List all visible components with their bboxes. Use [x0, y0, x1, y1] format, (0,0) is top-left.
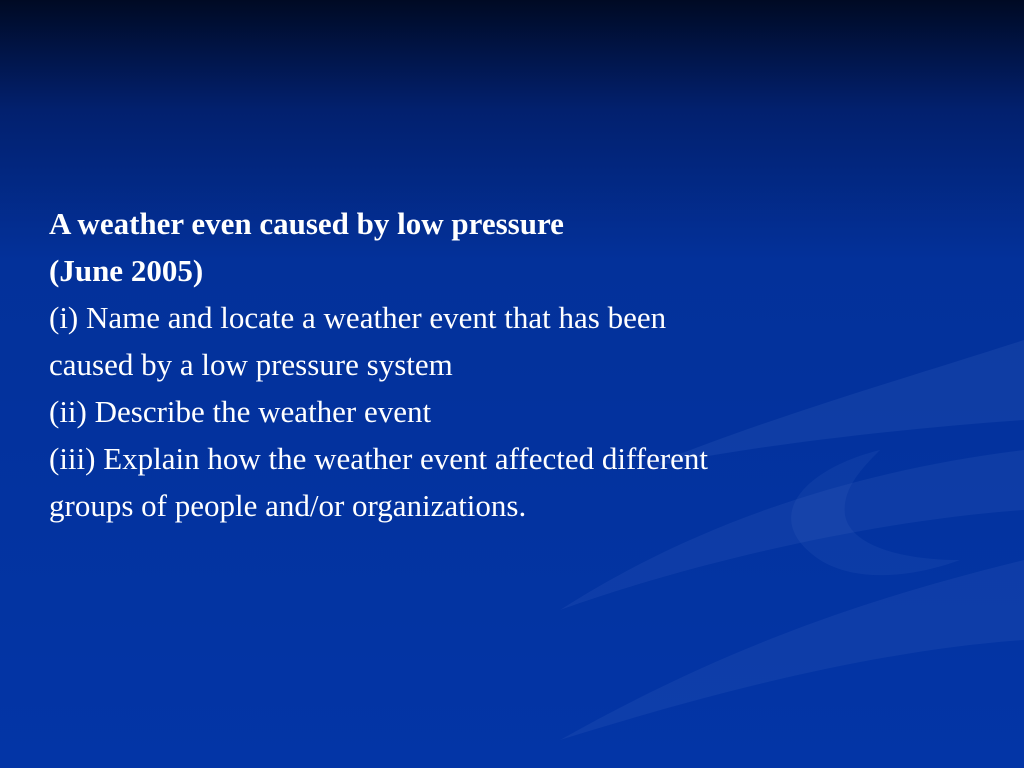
question-item-3: (iii) Explain how the weather event affected different groups of people and/or organizations.: [49, 441, 709, 523]
slide-heading-line-2: (June 2005): [49, 253, 204, 288]
question-item-1: (i) Name and locate a weather event that has been caused by a low pressure system: [49, 300, 667, 382]
slide-heading-line-1: A weather even caused by low pressure: [49, 206, 564, 241]
swoosh-band-lower: [560, 560, 1024, 740]
slide-body: [49, 200, 749, 529]
question-item-2: (ii) Describe the weather event: [49, 394, 432, 429]
